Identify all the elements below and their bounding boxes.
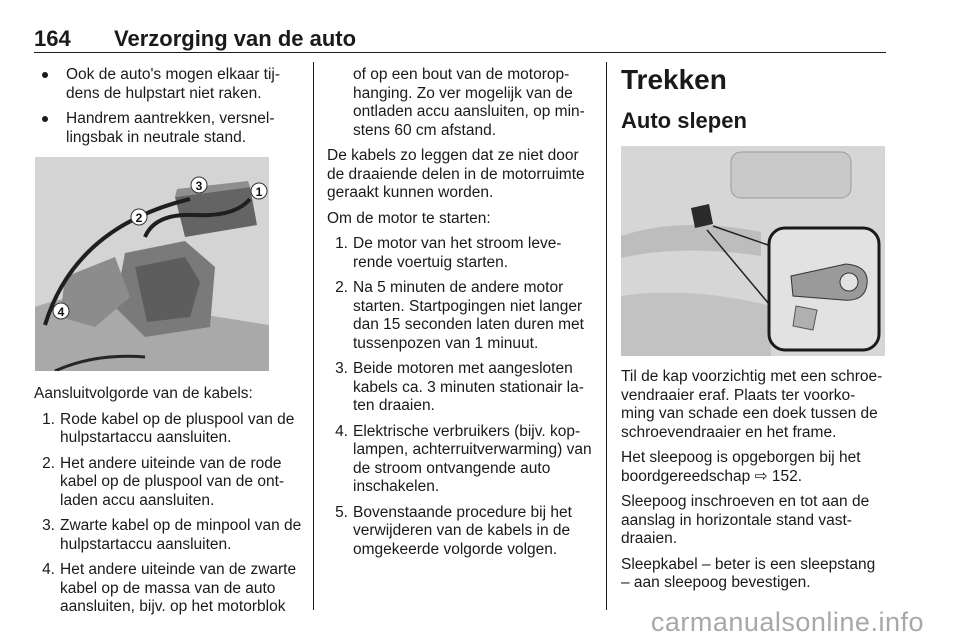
- connection-step: 3. Zwarte kabel op de minpool van de hulpstartaccu aansluiten.: [42, 517, 302, 553]
- page-title: Verzorging van de auto: [114, 26, 357, 51]
- figure-label-4: 4: [57, 305, 65, 319]
- column-3: [621, 64, 886, 600]
- column-1: [34, 66, 302, 624]
- continuation-text: of op een bout van de motorop-hanging. Zo ver mogelijk van de ontladen accu aansluiten, op min-stens 60 cm afstand.: [353, 66, 585, 139]
- header-rule: [34, 52, 886, 53]
- towing-paragraph: Het sleepoog is opgeborgen bij het boordgereedschap ⇨ 152.: [621, 449, 861, 485]
- start-step: 4. Elektrische verbruikers (bijv. kop-lampen, achterruitverwarming) van de stroom ontvangende auto inschakelen.: [335, 422, 592, 495]
- start-step: 3. Beide motoren met aangesloten kabels ca. 3 minuten stationair la-ten draaien.: [335, 360, 584, 414]
- figure-label-3: 3: [195, 179, 203, 193]
- section-heading: Trekken: [621, 64, 727, 95]
- towing-paragraph: Sleepkabel – beter is een sleepstang – aan sleepoog bevestigen.: [621, 555, 876, 591]
- towing-paragraph: Sleepoog inschroeven en tot aan de aanslag in horizontale stand vast-draaien.: [621, 493, 870, 547]
- towing-eye-illustration: [621, 146, 885, 356]
- column-divider-1: [313, 62, 314, 610]
- bullet-item: Ook de auto's mogen elkaar tij-dens de hulpstart niet raken.: [34, 66, 302, 103]
- column-divider-2: [606, 62, 607, 610]
- subsection-heading: Auto slepen: [621, 108, 747, 133]
- connection-step: 4. Het andere uiteinde van de zwarte kabel op de massa van de auto aansluiten, bijv. op het motorblok: [42, 561, 297, 615]
- connection-step: 2. Het andere uiteinde van de rode kabel op de pluspool van de ont-laden accu aansluiten.: [42, 454, 285, 509]
- start-intro: Om de motor te starten:: [327, 209, 491, 227]
- start-step: 2. Na 5 minuten de andere motor starten. Startpogingen niet langer dan 15 seconden laten duren met tussenpozen van 1 minuut.: [335, 279, 584, 352]
- connection-step: 1. Rode kabel op de pluspool van de hulpstartaccu aansluiten.: [42, 410, 295, 446]
- towing-paragraph: Til de kap voorzichtig met een schroe-vendraaier eraf. Plaats ter voorko-ming van schade een doek tussen de schroevendraaier en het frame.: [621, 368, 883, 441]
- column-2: [327, 66, 592, 566]
- page-header: [34, 22, 884, 52]
- connection-order-intro: Aansluitvolgorde van de kabels:: [34, 385, 253, 402]
- figure-label-2: 2: [135, 211, 143, 225]
- start-step: 1. De motor van het stroom leve-rende voertuig starten.: [335, 235, 562, 271]
- cable-routing-text: De kabels zo leggen dat ze niet door de draaiende delen in de motorruimte geraakt kunnen worden.: [327, 147, 585, 201]
- figure-label-1: 1: [255, 185, 263, 199]
- page-number: 164: [34, 26, 71, 51]
- bullet-item: Handrem aantrekken, versnel-lingsbak in neutrale stand.: [34, 110, 302, 147]
- watermark: carmanualsonline.info: [650, 607, 924, 637]
- jump-start-illustration: [35, 157, 269, 371]
- start-step: 5. Bovenstaande procedure bij het verwijderen van de kabels in de omgekeerde volgorde volgen.: [335, 503, 572, 558]
